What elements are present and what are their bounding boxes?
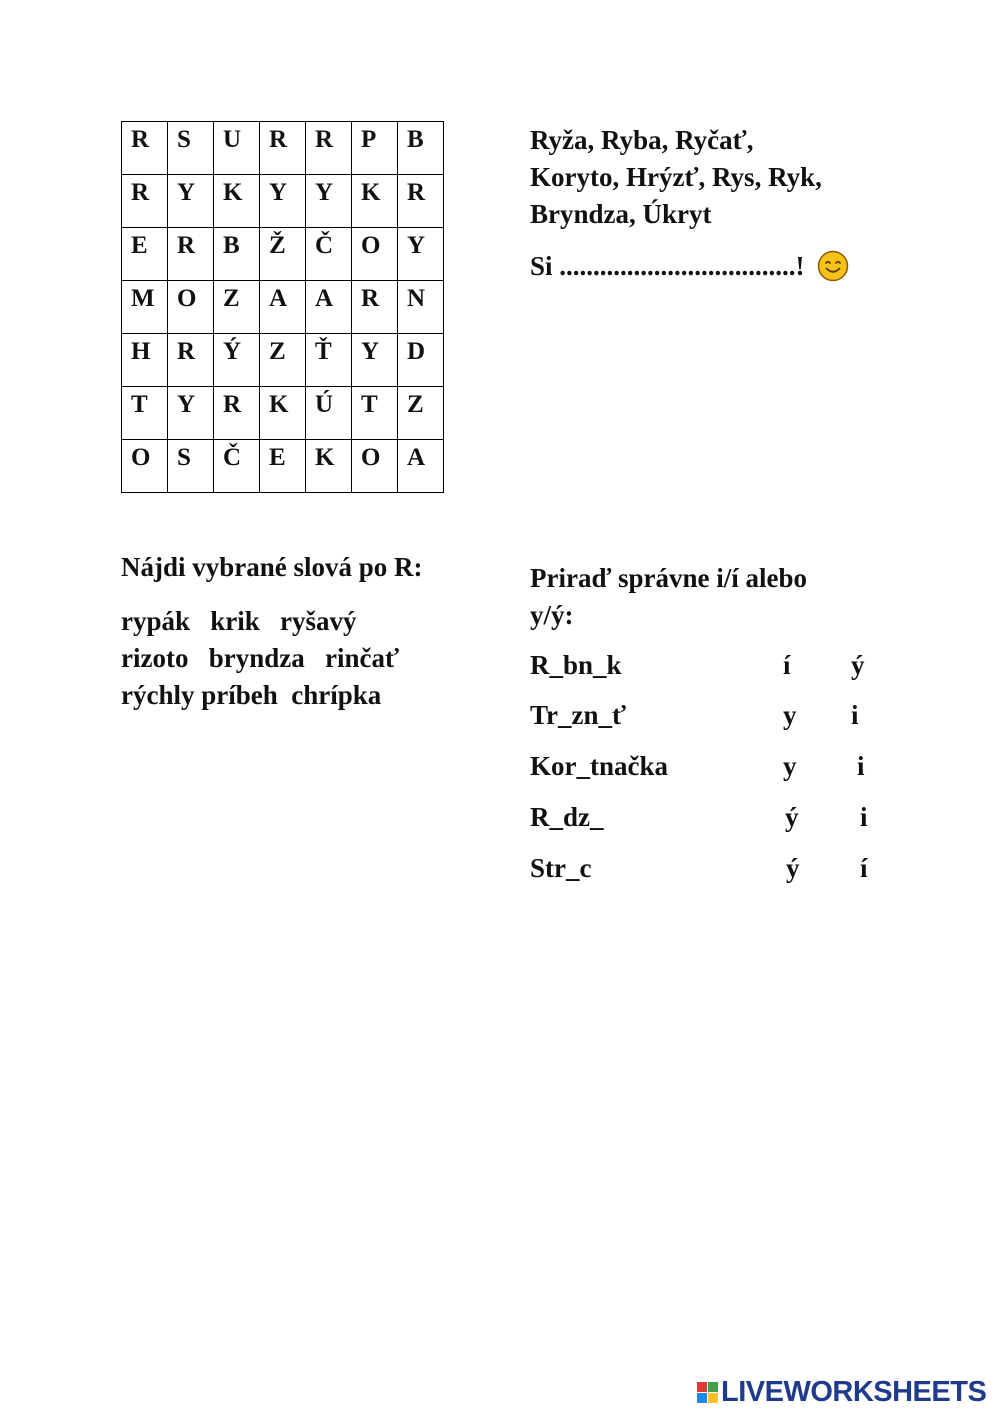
grid-cell[interactable]: Z — [398, 387, 444, 440]
find-words-line[interactable]: rypák krik ryšavý — [121, 606, 357, 636]
grid-cell[interactable]: Č — [214, 440, 260, 493]
grid-cell[interactable]: R — [168, 228, 214, 281]
assign-option[interactable]: i — [857, 751, 865, 781]
grid-cell[interactable]: R — [306, 122, 352, 175]
assign-row — [530, 751, 890, 787]
grid-cell[interactable]: E — [122, 228, 168, 281]
assign-row — [530, 802, 890, 838]
letter-grid — [121, 121, 444, 493]
grid-cell[interactable]: Y — [168, 175, 214, 228]
grid-cell[interactable]: Z — [214, 281, 260, 334]
grid-cell[interactable]: B — [214, 228, 260, 281]
grid-row — [122, 281, 444, 334]
grid-cell[interactable]: Y — [352, 334, 398, 387]
grid-cell[interactable]: R — [398, 175, 444, 228]
grid-cell[interactable]: Y — [398, 228, 444, 281]
word-list-line: Bryndza, Úkryt — [530, 199, 712, 229]
assign-word: Kor_tnačka — [530, 751, 668, 781]
grid-cell[interactable]: Ý — [214, 334, 260, 387]
assign-title-line: y/ý: — [530, 600, 574, 630]
assign-title — [530, 560, 807, 634]
grid-cell[interactable]: Ž — [260, 228, 306, 281]
assign-option[interactable]: y — [783, 751, 797, 781]
grid-row — [122, 122, 444, 175]
assign-row — [530, 853, 890, 889]
assign-option[interactable]: í — [860, 853, 868, 883]
grid-cell[interactable]: A — [260, 281, 306, 334]
grid-cell[interactable]: S — [168, 122, 214, 175]
grid-cell[interactable]: O — [352, 228, 398, 281]
smiley-icon — [817, 250, 849, 282]
grid-cell[interactable]: T — [122, 387, 168, 440]
find-words — [121, 603, 399, 714]
grid-cell[interactable]: Y — [260, 175, 306, 228]
grid-cell[interactable]: D — [398, 334, 444, 387]
assign-word: Str_c — [530, 853, 592, 883]
grid-row — [122, 228, 444, 281]
grid-cell[interactable]: O — [168, 281, 214, 334]
grid-cell[interactable]: Y — [306, 175, 352, 228]
grid-cell[interactable]: A — [398, 440, 444, 493]
find-title: Nájdi vybrané slová po R: — [121, 552, 423, 582]
assign-row — [530, 700, 890, 736]
answer-line — [530, 250, 849, 282]
grid-cell[interactable]: R — [122, 175, 168, 228]
word-list — [530, 122, 822, 233]
assign-word: R_bn_k — [530, 650, 622, 680]
grid-cell[interactable]: K — [214, 175, 260, 228]
grid-cell[interactable]: U — [214, 122, 260, 175]
grid-cell[interactable]: R — [122, 122, 168, 175]
grid-cell[interactable]: O — [122, 440, 168, 493]
grid-cell[interactable]: O — [352, 440, 398, 493]
grid-cell[interactable]: R — [168, 334, 214, 387]
grid-row — [122, 387, 444, 440]
grid-row — [122, 440, 444, 493]
assign-title-line: Priraď správne i/í alebo — [530, 563, 808, 593]
answer-text[interactable]: Si ...................................! — [530, 250, 805, 281]
assign-option[interactable]: í — [783, 650, 791, 680]
grid-cell[interactable]: K — [352, 175, 398, 228]
grid-cell[interactable]: S — [168, 440, 214, 493]
grid-cell[interactable]: E — [260, 440, 306, 493]
assign-option[interactable]: i — [860, 802, 868, 832]
assign-option[interactable]: ý — [851, 650, 865, 680]
grid-cell[interactable]: P — [352, 122, 398, 175]
grid-cell[interactable]: Č — [306, 228, 352, 281]
grid-cell[interactable]: M — [122, 281, 168, 334]
grid-cell[interactable]: Y — [168, 387, 214, 440]
grid-cell[interactable]: A — [306, 281, 352, 334]
grid-cell[interactable]: K — [306, 440, 352, 493]
grid-cell[interactable]: Ť — [306, 334, 352, 387]
assign-option[interactable]: i — [851, 700, 859, 730]
word-list-line: Koryto, Hrýzť, Rys, Ryk, — [530, 162, 822, 192]
assign-word: R_dz_ — [530, 802, 604, 832]
grid-row — [122, 175, 444, 228]
grid-cell[interactable]: R — [214, 387, 260, 440]
grid-cell[interactable]: Ú — [306, 387, 352, 440]
assign-option[interactable]: y — [783, 700, 797, 730]
liveworksheets-logo — [697, 1376, 986, 1409]
assign-row — [530, 650, 890, 686]
grid-cell[interactable]: R — [260, 122, 306, 175]
grid-cell[interactable]: T — [352, 387, 398, 440]
grid-cell[interactable]: H — [122, 334, 168, 387]
word-list-line: Ryža, Ryba, Ryčať, — [530, 125, 754, 155]
grid-cell[interactable]: K — [260, 387, 306, 440]
grid-row — [122, 334, 444, 387]
find-words-line[interactable]: rizoto bryndza rinčať — [121, 643, 400, 673]
logo-text: LIVEWORKSHEETS — [721, 1376, 987, 1408]
find-words-line[interactable]: rýchly príbeh chrípka — [121, 680, 382, 710]
assign-word: Tr_zn_ť — [530, 700, 627, 730]
grid-cell[interactable]: R — [352, 281, 398, 334]
grid-cell[interactable]: N — [398, 281, 444, 334]
assign-option[interactable]: ý — [786, 853, 800, 883]
grid-cell[interactable]: Z — [260, 334, 306, 387]
assign-option[interactable]: ý — [785, 802, 799, 832]
logo-icon — [697, 1382, 718, 1403]
grid-cell[interactable]: B — [398, 122, 444, 175]
